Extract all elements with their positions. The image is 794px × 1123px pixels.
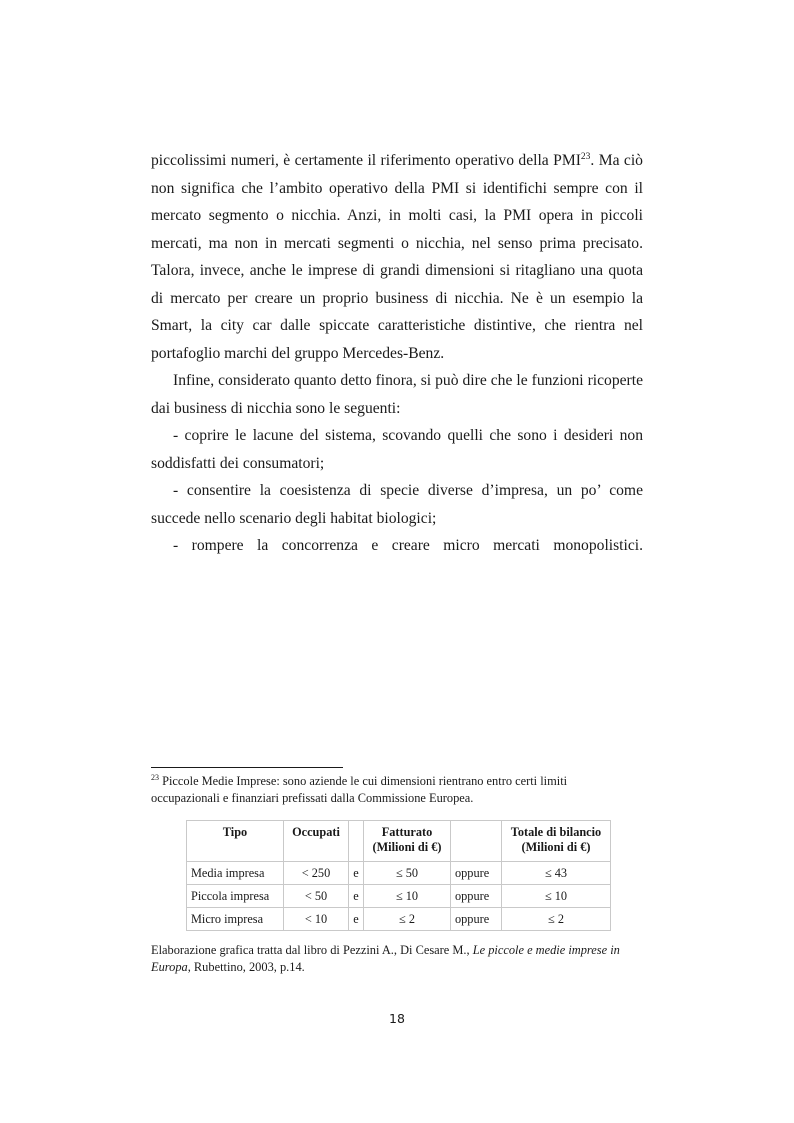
cell-tipo: Micro impresa <box>187 908 284 931</box>
cell-conjunction: oppure <box>451 908 502 931</box>
paragraph-2: Infine, considerato quanto detto finora, si può dire che le funzioni ricoperte dai business di nicchia sono le seguenti: <box>151 372 643 417</box>
cell-fatturato: ≤ 10 <box>364 885 451 908</box>
table-header-row <box>187 821 611 862</box>
cell-occupati: < 10 <box>284 908 349 931</box>
cell-conjunction: e <box>349 862 364 885</box>
cell-conjunction: oppure <box>451 885 502 908</box>
header-blank <box>451 821 502 862</box>
sme-classification-table <box>186 820 611 931</box>
book-title: Le piccole e medie imprese in Europa <box>151 943 620 974</box>
list-item: - coprire le lacune del sistema, scovando quelli che sono i desideri non soddisfatti dei consumatori; <box>151 427 643 472</box>
cell-totale: ≤ 10 <box>502 885 611 908</box>
cell-occupati: < 250 <box>284 862 349 885</box>
cell-totale: ≤ 2 <box>502 908 611 931</box>
table-row <box>187 862 611 885</box>
table-caption <box>151 942 621 975</box>
cell-tipo: Media impresa <box>187 862 284 885</box>
header-occupati: Occupati <box>284 821 349 862</box>
cell-conjunction: oppure <box>451 862 502 885</box>
cell-fatturato: ≤ 2 <box>364 908 451 931</box>
footnote-separator <box>151 767 343 768</box>
table-row <box>187 885 611 908</box>
table-row <box>187 908 611 931</box>
footnote-reference[interactable]: 23 <box>580 152 591 162</box>
header-tipo: Tipo <box>187 821 284 862</box>
cell-totale: ≤ 43 <box>502 862 611 885</box>
caption-text: Elaborazione grafica tratta dal libro di Pezzini A., Di Cesare M., <box>151 943 473 957</box>
footnote-text: Piccole Medie Imprese: sono aziende le cui dimensioni rientrano entro certi limiti occupazionali e finanziari prefissati dalla Commissione Europea. <box>151 774 568 805</box>
page-number: 18 <box>389 1011 405 1026</box>
footnote <box>151 773 621 806</box>
caption-publisher: , Rubettino, 2003, p.14. <box>187 959 305 974</box>
paragraph-1-rest: . Ma ciò non significa che l’ambito operativo della PMI si identifichi sempre con il mercato segmento o nicchia. Anzi, in molti casi, la PMI opera in piccoli mercati, ma non in mercati segmenti o nicchia, nel senso prima precisato. Talora, invece, anche le imprese di grandi dimensioni si ritagliano una quota di mercato per creare un proprio business di nicchia. Ne è un esempio la Smart, la city car dalle spiccate caratteristiche distintive, che rientra nel portafoglio marchi del gruppo Mercedes-Benz. <box>151 152 643 362</box>
list-item: - rompere la concorrenza e creare micro mercati monopolistici. <box>173 537 643 554</box>
header-fatturato: Fatturato (Milioni di €) <box>364 821 451 862</box>
cell-conjunction: e <box>349 908 364 931</box>
header-totale-bilancio: Totale di bilancio (Milioni di €) <box>502 821 611 862</box>
cell-fatturato: ≤ 50 <box>364 862 451 885</box>
list-item: - consentire la coesistenza di specie diverse d’impresa, un po’ come succede nello scenario degli habitat biologici; <box>151 482 643 527</box>
cell-conjunction: e <box>349 885 364 908</box>
cell-occupati: < 50 <box>284 885 349 908</box>
body-text <box>151 147 643 560</box>
footnote-number: 23 <box>151 773 159 782</box>
paragraph-1 <box>151 147 643 367</box>
cell-tipo: Piccola impresa <box>187 885 284 908</box>
header-blank <box>349 821 364 862</box>
paragraph-1-start: piccolissimi numeri, è certamente il riferimento operativo della PMI <box>151 152 581 169</box>
